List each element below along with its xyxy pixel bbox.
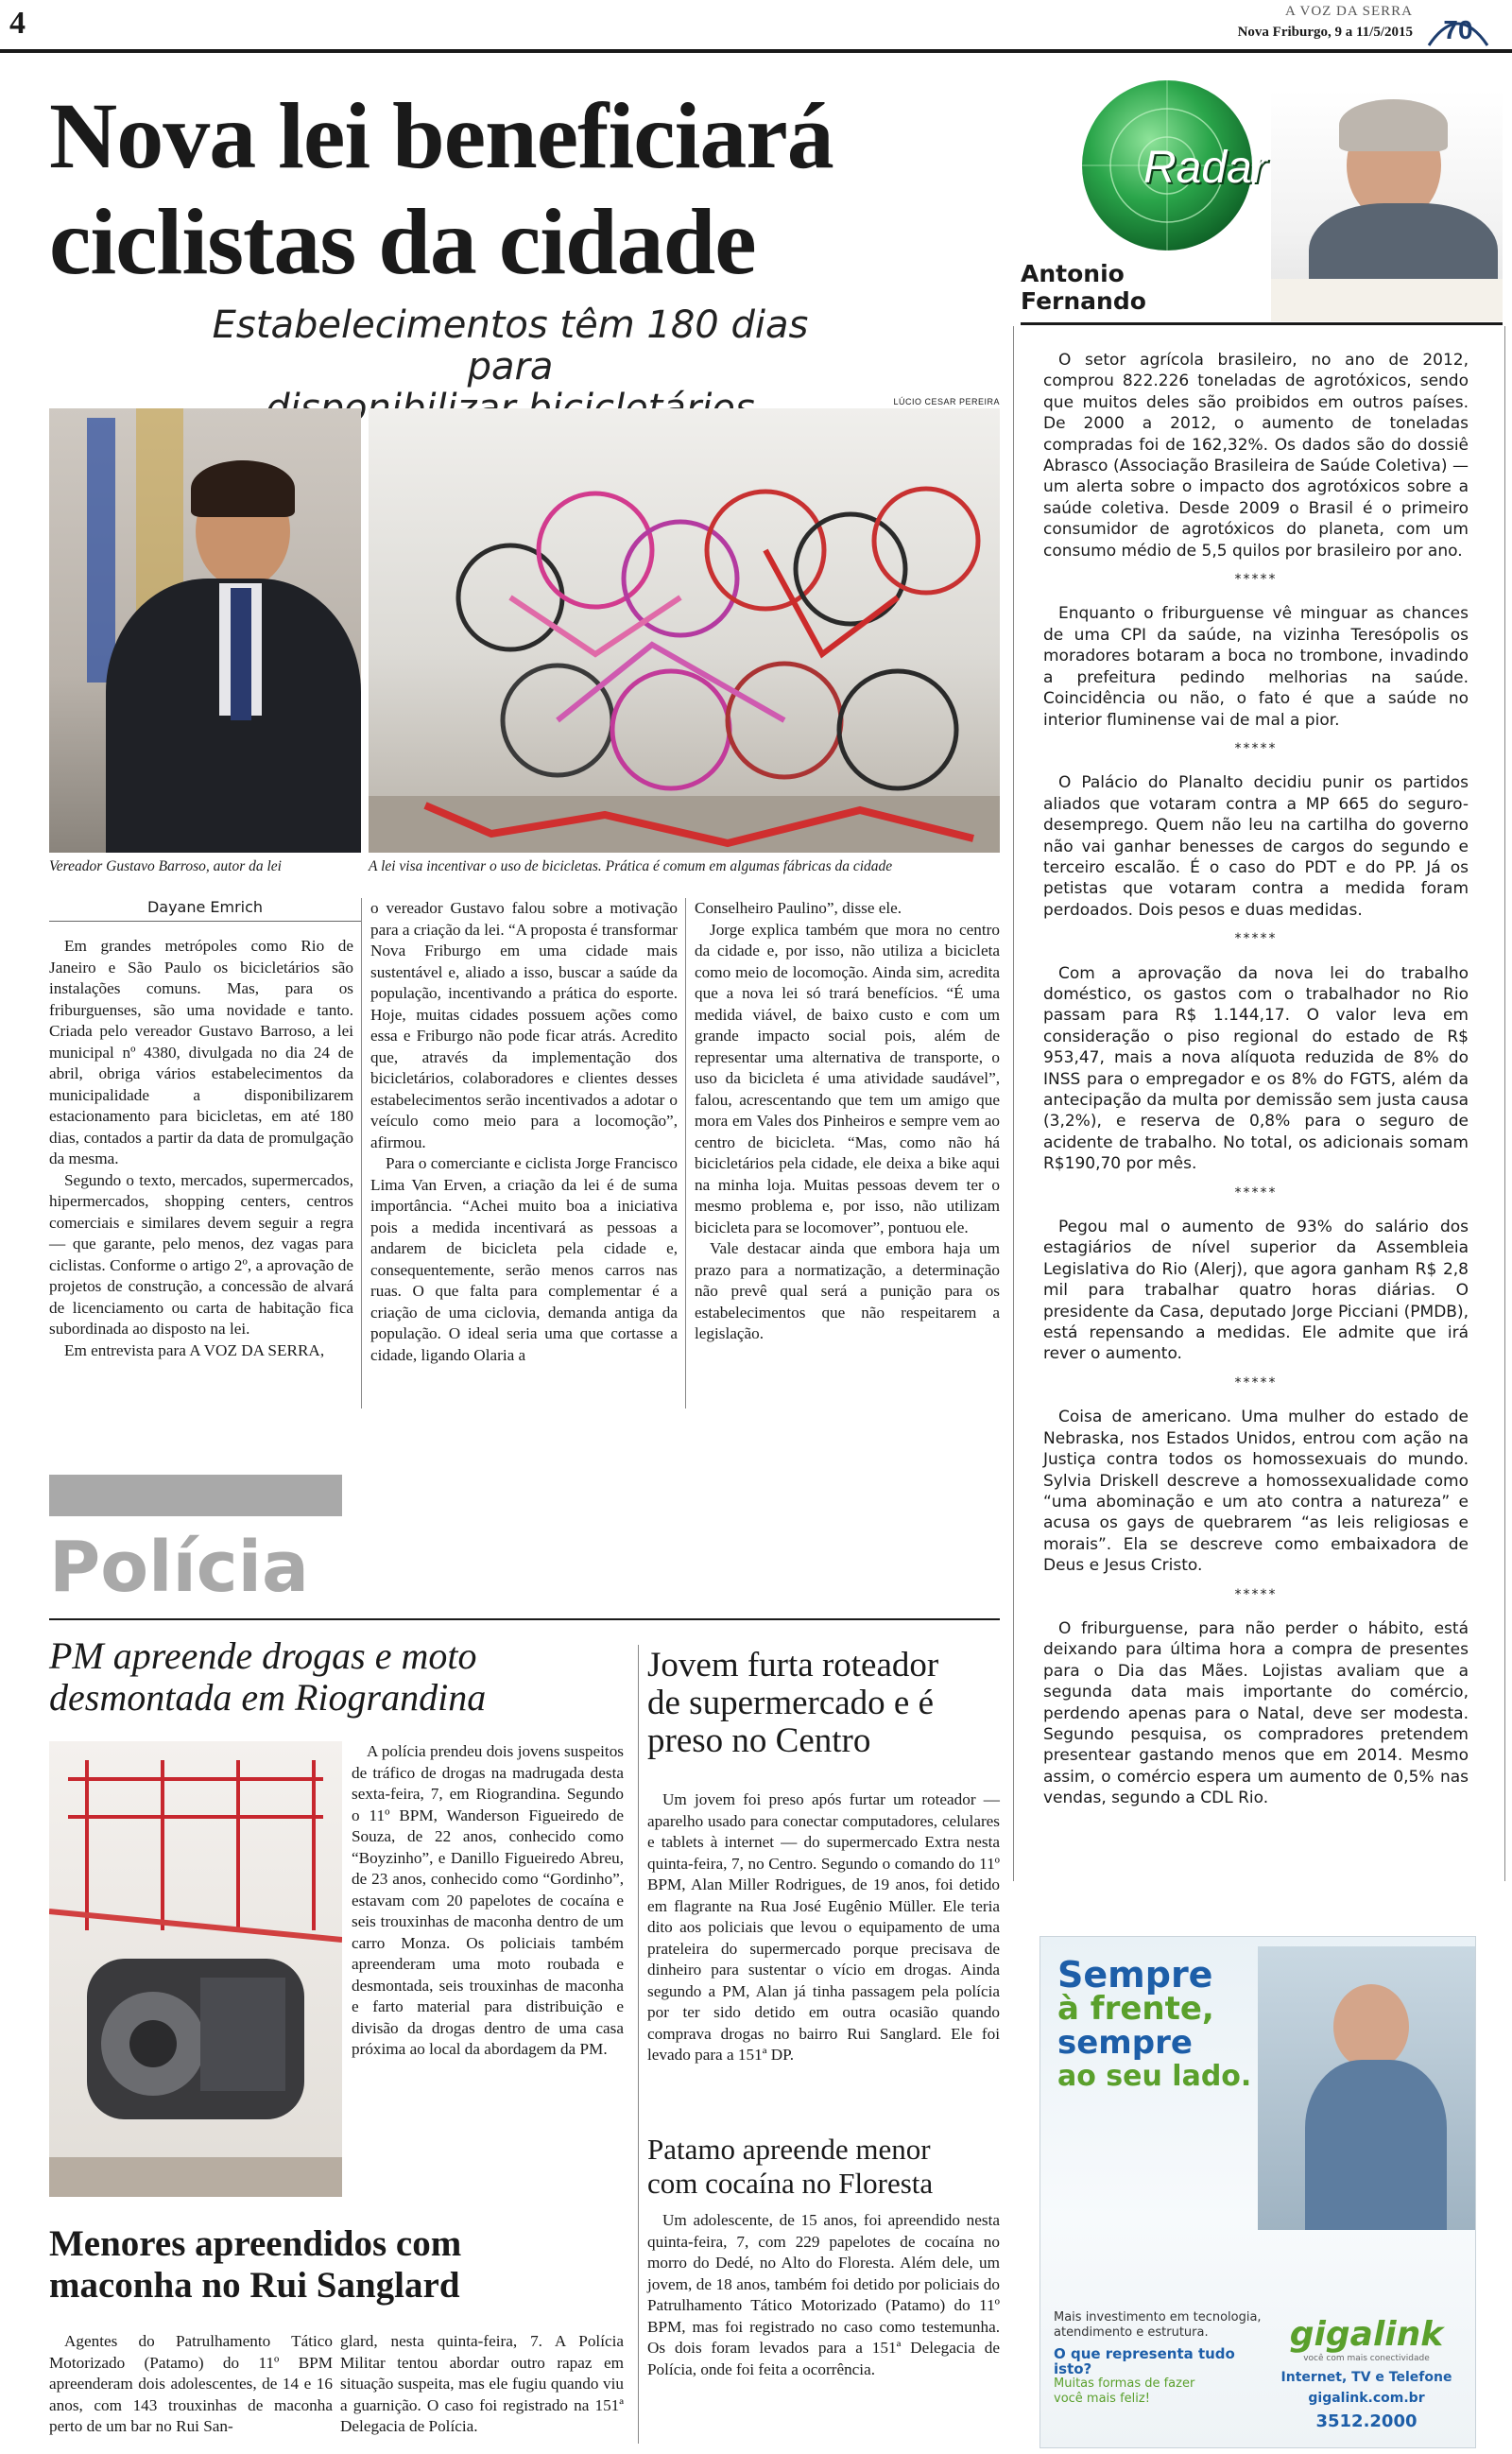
ad-brand-logo: gigalink você com mais conectividade xyxy=(1289,2315,1444,2363)
main-col-1: Em grandes metrópoles como Rio de Janeiro e São Paulo os bicicletários são instalações comuns. Mas, para os friburguenses, são uma novidade e tanto. Criada pelo vereador Gustavo Barroso, a lei municipal nº 4380, divulgada no dia 24 de abril, obriga vários estabelecimentos da municipalidade a disponibilizarem estacionamento para bicicletas, em até 180 dias, contados a partir da data de promulgação da mesma. Segundo o texto, mercados, supermercados, hipermercados, shopping centers, centros comerciais e similares devem seguir a regra — que garante, pelo menos, dez vagas para ciclistas. Conforme o artigo 2º, a aprovação de projetos de construção, a concessão de alvará de licenciamento ou carta de habitação fica subordinada ao disposto na lei. Em entrevista para A VOZ DA SERRA, xyxy=(49,937,353,1359)
story2-col-2: glard, nesta quinta-feira, 7. A Polícia Militar tentou abordar outro rapaz em situação suspeita, mas ele fugiu quando viu a guarnição. O caso foi registrado na 151ª Delegacia de Polícia. xyxy=(340,2332,624,2435)
radar-right-rule xyxy=(1504,326,1505,1881)
story1-headline: PM apreende drogas e moto desmontada em Riograndina xyxy=(49,1634,487,1719)
radar-note: O setor agrícola brasileiro, no ano de 2012, comprou 822.226 toneladas de agrotóxicos, sendo que muitos deles são proibidos em outros países. De 2000 a 2012, o aumento de toneladas compradas foi de 162,32%. Os dados são do dossiê Abrasco (Associação Brasileira de Saúde Coletiva) — um alerta sobre o impacto dos agrotóxicos sobre a saúde coletiva. Desde 2009 o Brasil é o primeiro consumidor de agrotóxicos do planeta, com um consumo médio de 5,5 quilos por brasileiro por ano. xyxy=(1043,351,1469,561)
caption-bikes: A lei visa incentivar o uso de bicicletas. Prática é comum em algumas fábricas da cidade xyxy=(369,858,893,874)
radar-note: Enquanto o friburguense vê minguar as chances de uma CPI da saúde, na vizinha Teresópolis os moradores botaram a boca no trombone, invadindo a prefeitura pedindo melhorias na saúde. Coincidência ou não, o fato é que a saúde no interior fluminense vai de mal a pior. xyxy=(1043,604,1469,730)
motorcycle-photo xyxy=(49,1741,342,2197)
separator: ***** xyxy=(1234,1374,1278,1391)
masthead: A VOZ DA SERRA xyxy=(1285,4,1413,19)
radar-note: O Palácio do Planalto decidiu punir os partidos aliados que votaram contra a MP 665 do seguro-desemprego. Quem não leu na cartilha do governo não vai ganhar benesses de cargos do segundo e terceiro escalão. É o caso do PDT e do PP. Já os petistas que votaram contra a medida foram perdoados. Dois pesos e duas medidas. xyxy=(1043,773,1469,920)
main-headline: Nova lei beneficiará ciclistas da cidade xyxy=(49,83,833,294)
separator: ***** xyxy=(1234,1586,1278,1602)
gigalink-ad[interactable] xyxy=(1040,1936,1476,2448)
radar-note: Pegou mal o aumento de 93% do salário dos estagiários de nível superior da Assembleia Legislativa do Rio (Alerj), que agora ganham R$ 2,8 mil para trabalhar quatro horas diárias. O presidente da Casa, deputado Jorge Picciani (PMDB), está repensando a medidas. Ele admite que irá rever o aumento. xyxy=(1043,1218,1469,1364)
ad-site[interactable]: gigalink.com.br xyxy=(1308,2391,1425,2406)
radar-author-rule xyxy=(1021,322,1503,325)
radar-note: Coisa de americano. Uma mulher do estado de Nebraska, nos Estados Unidos, entrou com ação na Justiça contra todos os homossexuais do mundo. Sylvia Driskell descreve a homossexualidade como “uma abominação e um ato contra a natureza” e acusa os gays de quebrarem “as leis religiosas e morais”. Ela se descreve como embaixadora de Deus e Jesus Cristo. xyxy=(1043,1408,1469,1576)
main-subheadline: Estabelecimentos têm 180 dias para xyxy=(212,303,809,389)
radar-notes xyxy=(1043,350,1469,1809)
dateline: Nova Friburgo, 9 a 11/5/2015 xyxy=(1237,25,1413,40)
separator: ***** xyxy=(1234,1184,1278,1201)
column-rule xyxy=(638,1645,639,2444)
bikes-photo xyxy=(369,408,1000,853)
section-title: Polícia xyxy=(49,1527,309,1608)
main-col-2: o vereador Gustavo falou sobre a motivação para a criação da lei. “A proposta é transformar Nova Friburgo em uma cidade mais sustentável e, aliado a isso, buscar a saúde da população, incentivando a prática do esporte. Hoje, muitas cidades possuem ações como essa e Friburgo não pode ficar atrás. Acredito que, através da implementação dos bicicletários, colaboradores e clientes desses estabelecimentos serão incentivados a adotar o veículo como meio para a locomoção”, afirmou. Para o comerciante e ciclista Jorge Francisco Lima Van Erven, a criação da lei é de suma importância. “Achei muito boa a iniciativa pois a medida incentivará as pessoas a andarem de bicicleta pela cidade e, consequentemente, serão menos carros nas ruas. O que falta para complementar é a criação de uma ciclovia, demanda antiga da população. O ideal seria uma que cortasse a cidade, ligando Olaria a xyxy=(370,899,678,1364)
story3-text: Um jovem foi preso após furtar um roteador — aparelho usado para conectar computadores, celulares e tablets à internet — do supermercado Extra nesta quinta-feira, 7, no Centro. Segundo o comando do 11º BPM, Alan Miller Rodrigues, de 19 anos, foi detido em flagrante na Rua José Eugênio Müller. Ele teria dito aos policiais que levou o equipamento de uma prateleira do supermercado porque precisava de dinheiro para sustentar o vício em drogas. Ainda segundo a PM, Alan já tinha passagem pela polícia por ter sido detido em outra ocasião quando comprava drogas no bairro Rui Sanglard. Ele foi levado para a 151ª DP. xyxy=(647,1790,1000,2064)
ad-services: Internet, TV e Telefone xyxy=(1280,2370,1452,2385)
column-rule xyxy=(361,898,362,1408)
byline-rule xyxy=(49,921,361,922)
separator: ***** xyxy=(1234,740,1278,756)
ad-phone: 3512.2000 xyxy=(1315,2411,1418,2431)
ad-people-photo xyxy=(1258,1946,1475,2230)
story4-headline: Patamo apreende menor com cocaína no Floresta xyxy=(647,2133,934,2200)
separator: ***** xyxy=(1234,572,1278,588)
section-rule xyxy=(49,1618,1000,1620)
vereador-photo xyxy=(49,408,361,853)
story2-headline: Menores apreendidos com maconha no Rui Sanglard xyxy=(49,2223,462,2306)
radar-left-rule xyxy=(1013,326,1014,1881)
story4-text: Um adolescente, de 15 anos, foi apreendido nesta quinta-feira, 7, com 229 papelotes de cocaína no morro do Dedé, no Alto do Floresta. Além dele, um jovem, de 18 anos, também foi detido por policiais do Patrulhamento Tático Motorizado (Patamo) do 11º BPM, mas foi registrado no caso como testemunha. Os dois foram levados para a 151ª Delegacia de Polícia, onde foi feita a ocorrência. xyxy=(647,2211,1000,2378)
radar-note: O friburguense, para não perder o hábito, está deixando para última hora a compra de presentes para o Dia das Mães. Lojistas avaliam que a segunda data mais importante do comércio, perdendo apenas para o Natal, deve ser modesta. Segundo pesquisa, os compradores pretendem presentear gastando menos que em 2014. Mesmo assim, o comércio espera um aumento de 0,5% nas vendas, segundo a CDL Rio. xyxy=(1043,1618,1469,1808)
header-rule xyxy=(0,49,1512,53)
story1-text: A polícia prendeu dois jovens suspeitos de tráfico de drogas na madrugada desta sexta-feira, 7, em Riograndina. Segundo o 11º BPM, Wanderson Figueiredo de Souza, de 22 anos, conhecido como “Boyzinho”, e Danillo Figueiredo Abreu, de 23 anos, conhecido como “Gordinho”, estavam com 20 papelotes de cocaína e seis trouxinhas de maconha dentro de um carro Monza. Os policiais também apreenderam uma moto roubada e desmontada, seis trouxinhas de maconha e farto material para distribuição e divisão da drogas dentro de uma casa próxima ao local da abordagem da PM. xyxy=(352,1742,624,2058)
story2-col-1: Agentes do Patrulhamento Tático Motorizado (Patamo) do 11º BPM apreenderam dois adolescentes, de 14 e 16 anos, com 143 trouxinhas de maconha perto de um bar no Rui San- xyxy=(49,2332,333,2435)
ad-slogan: Sempre à frente, sempre ao seu lado. xyxy=(1057,1954,1252,2093)
author-photo xyxy=(1271,90,1503,321)
photo-credit: LÚCIO CESAR PEREIRA xyxy=(893,397,1000,406)
story3-headline: Jovem furta roteador de supermercado e é preso no Centro xyxy=(647,1646,939,1760)
anniversary-logo: 70 xyxy=(1427,8,1489,49)
radar-title: Radar xyxy=(1143,143,1267,193)
radar-note: Com a aprovação da nova lei do trabalho doméstico, os gastos com o trabalhador no Rio passam para R$ 1.144,17. O valor leva em consideração o piso regional do estado de R$ 953,47, mais a nova alíquota reduzida de 8% do INSS para o empregador e os 8% do FGTS, além da antecipação da multa por demissão sem justa causa (3,2%), e reserva de 0,8% para o seguro de acidente de trabalho. No total, os adicionais somam R$190,70 por mês. xyxy=(1043,963,1469,1174)
byline: Dayane Emrich xyxy=(146,898,264,916)
separator: ***** xyxy=(1234,931,1278,947)
radar-author: Antonio Fernando xyxy=(1021,260,1146,315)
radar-header xyxy=(1021,61,1503,336)
section-bar xyxy=(49,1475,342,1516)
main-col-3: Conselheiro Paulino”, disse ele. Jorge explica também que mora no centro da cidade e, por isso, não utiliza a bicicleta como meio de locomoção. Ainda sim, acredita que a nova lei só trará benefícios. “É uma medida viável, de baixo custo e com um grande impacto social pois, além de representar uma alternativa de transporte, o uso da bicicleta é uma atividade saudável”, falou, acrescentando que tem um amigo que mora em Vales dos Pinheiros e sempre vem ao centro de bicicleta. “Mas, como não há bicicletários pela cidade, ele deixa a bike aqui na minha loja. Muitas pessoas devem ter o mesmo problema e, por isso, não utilizam bicicleta para se locomover”, pontuou ele. Vale destacar ainda que embora haja um prazo para a normatização, a determinação não prevê qual será a punição para os estabelecimentos que não respeitarem a legislação. xyxy=(695,899,1000,1342)
ad-copy: Mais investimento em tecnologia, atendimento e estrutura. O que representa tudo isto? Muitas formas de fazer você mais feliz! xyxy=(1054,2310,1262,2406)
page-number: 4 xyxy=(9,6,26,41)
caption-vereador: Vereador Gustavo Barroso, autor da lei xyxy=(49,858,282,874)
column-rule xyxy=(685,898,686,1408)
